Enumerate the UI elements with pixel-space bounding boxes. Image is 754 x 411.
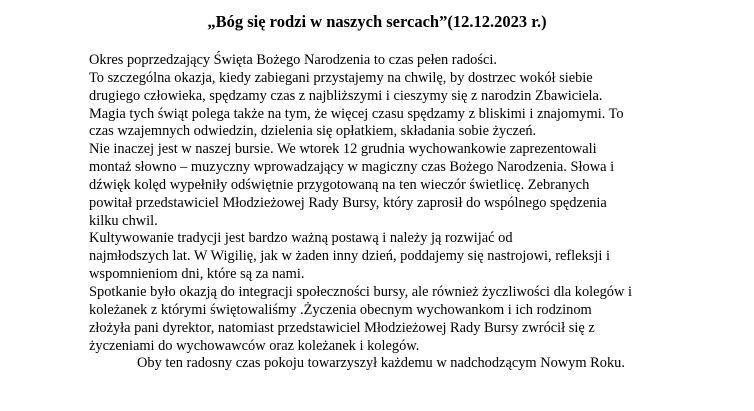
body-line: powitał przedstawiciel Młodzieżowej Rady Bursy, który zaprosił do wspólnego spędzenia: [89, 194, 607, 211]
body-line: drugiego człowieka, spędzamy czas z najbliższymi i cieszymy się z narodzin Zbawiciela.: [89, 87, 603, 104]
body-line: Kultywowanie tradycji jest bardzo ważną postawą i należy ją rozwijać od: [89, 230, 513, 247]
body-line: To szczególna okazja, kiedy zabiegani przystajemy na chwilę, by dostrzec wokół siebie: [89, 69, 593, 86]
body-line: Magia tych świąt polega także na tym, że więcej czasu spędzamy z bliskimi i znajomymi. To: [89, 105, 624, 122]
body-line: złożyła pani dyrektor, natomiast przedstawiciel Młodzieżowej Rady Bursy zwrócił się z: [89, 319, 595, 336]
document-body: [89, 52, 689, 373]
document-title: „Bóg się rodzi w naszych sercach”(12.12.2023 r.): [207, 12, 547, 31]
body-line: koleżanek z którymi świętowaliśmy .Życzenia obecnym wychowankom i ich rodzinom: [89, 301, 592, 318]
body-line: Spotkanie było okazją do integracji społeczności bursy, ale również życzliwości dla kolegów i: [89, 283, 632, 300]
body-line: wspomnieniom dni, które są za nami.: [89, 266, 305, 283]
closing-line: Oby ten radosny czas pokoju towarzyszył każdemu w nadchodzącym Nowym Roku.: [137, 355, 625, 372]
body-line: najmłodszych lat. W Wigilię, jak w żaden inny dzień, poddajemy się nastrojowi, refleksji i: [89, 248, 610, 265]
body-line: montaż słowno – muzyczny wprowadzający w magiczny czas Bożego Narodzenia. Słowa i: [89, 159, 615, 176]
body-line: czas wzajemnych odwiedzin, dzielenia się opłatkiem, składania sobie życzeń.: [89, 123, 537, 140]
body-line: kilku chwil.: [89, 212, 158, 229]
body-line: dźwięk kolęd wypełniły odświętnie przygotowaną na ten wieczór świetlicę. Zebranych: [89, 176, 590, 193]
body-line: Okres poprzedzający Święta Bożego Narodzenia to czas pełen radości.: [89, 52, 497, 68]
body-line: Nie inaczej jest w naszej bursie. We wtorek 12 grudnia wychowankowie zaprezentowali: [89, 141, 597, 158]
body-line: życzeniami do wychowawców oraz koleżanek i kolegów.: [89, 337, 420, 354]
